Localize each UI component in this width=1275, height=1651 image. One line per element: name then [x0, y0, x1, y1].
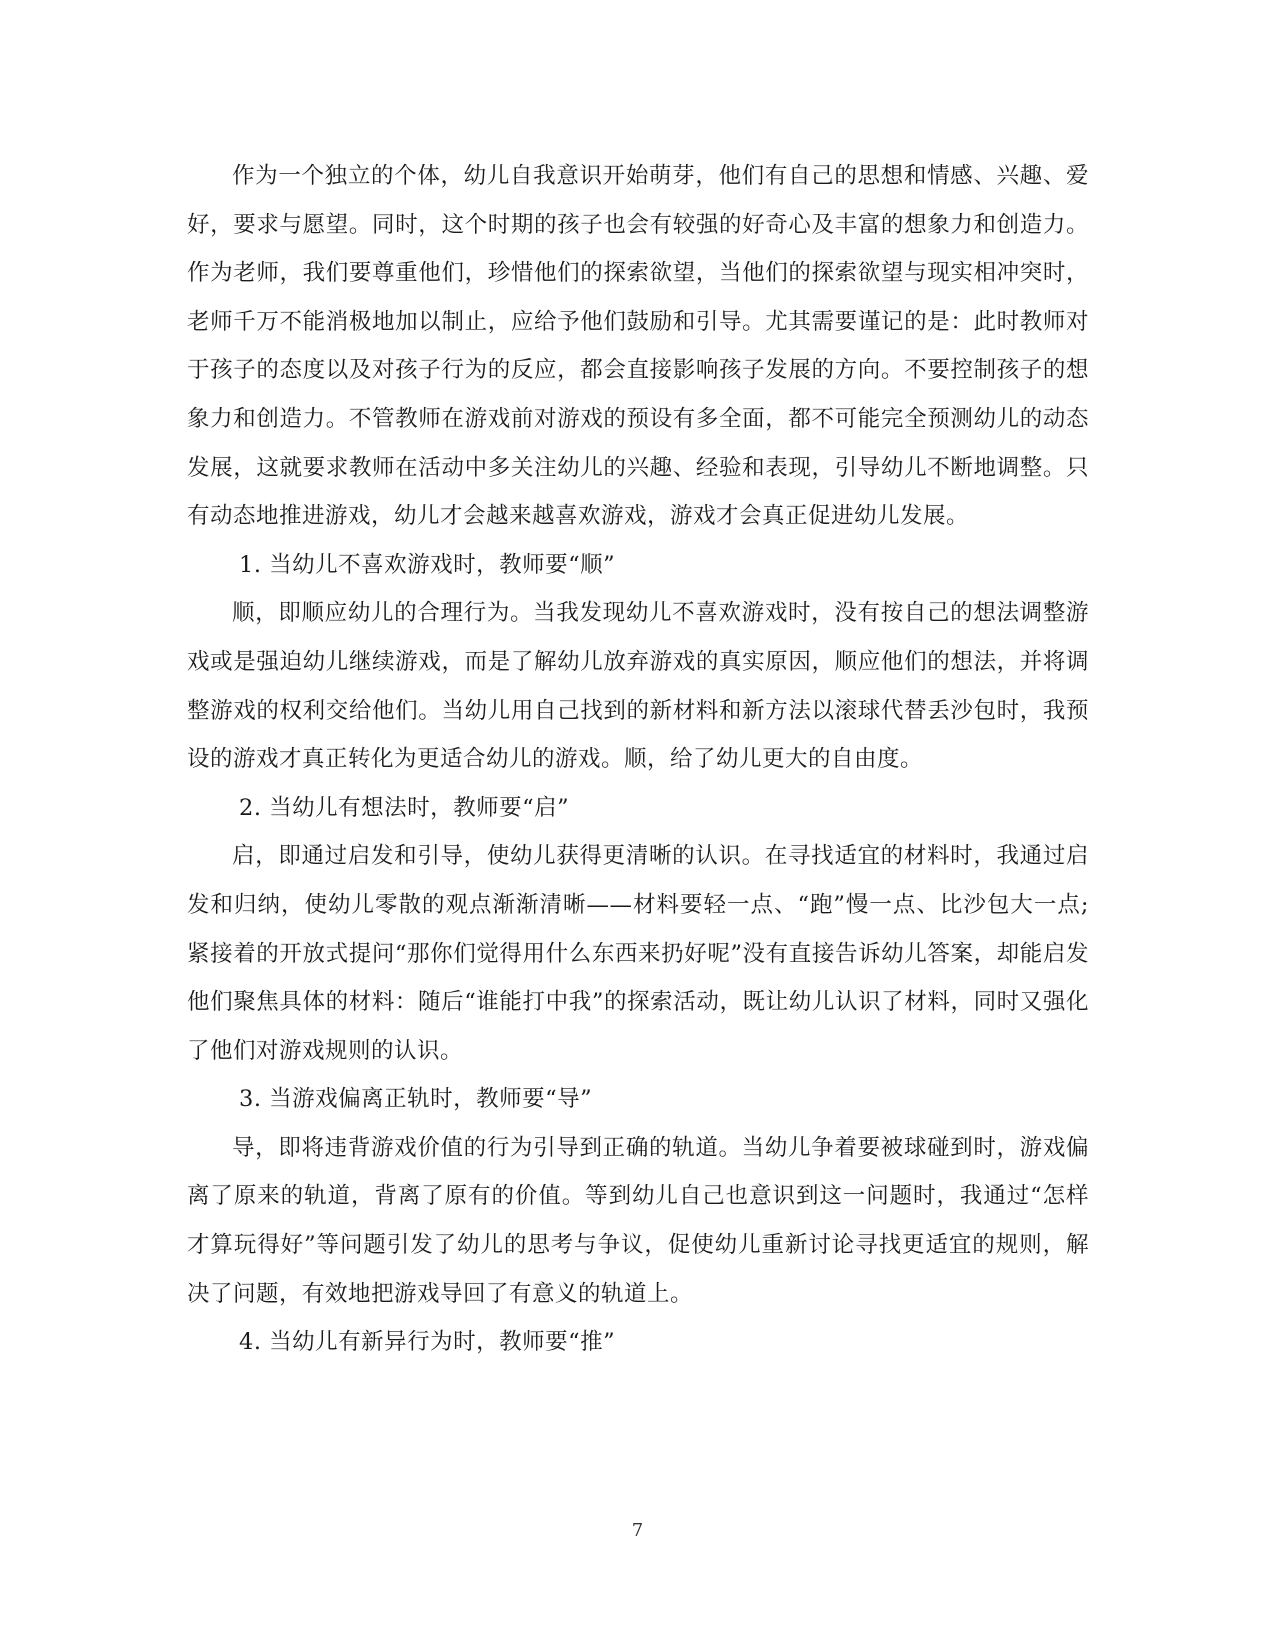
- paragraph-section-3: 导，即将违背游戏价值的行为引导到正确的轨道。当幼儿争着要被球碰到时，游戏偏离了原来的轨道，背离了原有的价值。等到幼儿自己也意识到这一问题时，我通过“怎样才算玩得好”等问题引发了幼儿的思考与争议，促使幼儿重新讨论寻找更适宜的规则，解决了问题，有效地把游戏导回了有意义的轨道上。: [187, 1134, 1089, 1307]
- section-heading-4: 4. 当幼儿有新异行为时，教师要“推”: [239, 1329, 616, 1356]
- paragraph-section-1: 顺，即顺应幼儿的合理行为。当我发现幼儿不喜欢游戏时，没有按自己的想法调整游戏或是强迫幼儿继续游戏，而是了解幼儿放弃游戏的真实原因，顺应他们的想法，并将调整游戏的权利交给他们。当幼儿用自己找到的新材料和新方法以滚球代替丢沙包时，我预设的游戏才真正转化为更适合幼儿的游戏。顺，给了幼儿更大的自由度。: [187, 600, 1089, 773]
- paragraph-section-2: 启，即通过启发和引导，使幼儿获得更清晰的认识。在寻找适宜的材料时，我通过启发和归纳，使幼儿零散的观点渐渐清晰——材料要轻一点、“跑”慢一点、比沙包大一点;紧接着的开放式提问“那你们觉得用什么东西来扔好呢”没有直接告诉幼儿答案，却能启发他们聚焦具体的材料：随后“谁能打中我”的探索活动，既让幼儿认识了材料，同时又强化了他们对游戏规则的认识。: [187, 843, 1089, 1064]
- section-heading-3: 3. 当游戏偏离正轨时，教师要“导”: [239, 1086, 593, 1113]
- document-body: [187, 152, 1089, 1367]
- paragraph-intro: 作为一个独立的个体，幼儿自我意识开始萌芽，他们有自己的思想和情感、兴趣、爱好，要求与愿望。同时，这个时期的孩子也会有较强的好奇心及丰富的想象力和创造力。作为老师，我们要尊重他们，珍惜他们的探索欲望，当他们的探索欲望与现实相冲突时，老师千万不能消极地加以制止，应给予他们鼓励和引导。尤其需要谨记的是：此时教师对于孩子的态度以及对孩子行为的反应，都会直接影响孩子发展的方向。不要控制孩子的想象力和创造力。不管教师在游戏前对游戏的预设有多全面，都不可能完全预测幼儿的动态发展，这就要求教师在活动中多关注幼儿的兴趣、经验和表现，引导幼儿不断地调整。只有动态地推进游戏，幼儿才会越来越喜欢游戏，游戏才会真正促进幼儿发展。: [187, 163, 1089, 530]
- section-heading-1: 1. 当幼儿不喜欢游戏时，教师要“顺”: [239, 551, 616, 578]
- page-number: 7: [631, 1520, 644, 1541]
- section-heading-2: 2. 当幼儿有想法时，教师要“启”: [239, 794, 570, 821]
